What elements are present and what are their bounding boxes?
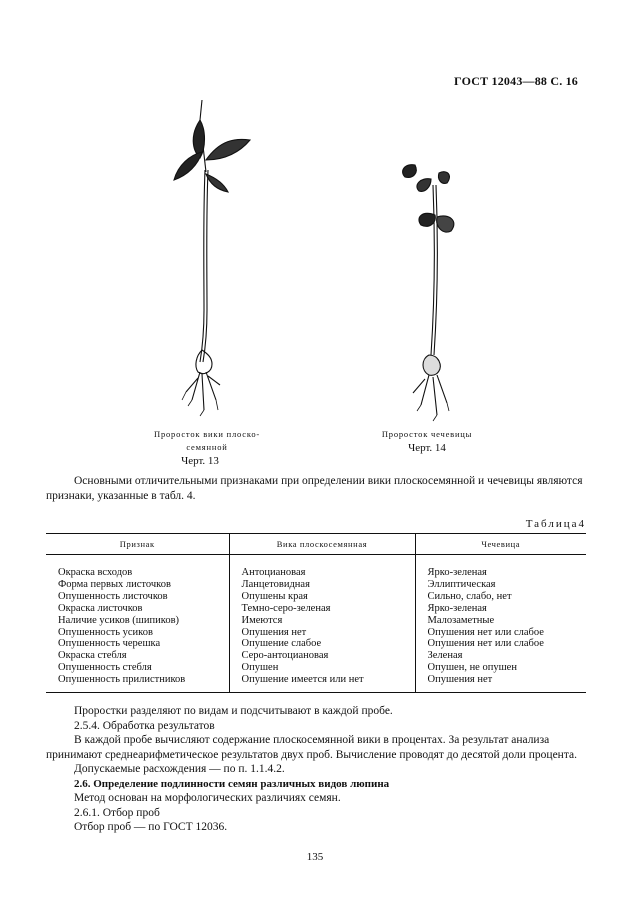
cell-lentil: Ярко-зеленая — [427, 567, 487, 578]
table-row — [46, 603, 586, 615]
body-text — [46, 704, 586, 835]
cell-vetch: Опушение имеется или нет — [229, 674, 415, 692]
cell-vetch: Ланцетовидная — [229, 579, 415, 591]
table-row — [46, 579, 586, 591]
figure-13-label: Черт. 13 — [181, 455, 219, 467]
cell-lentil: Эллиптическая — [427, 578, 496, 590]
figure-14-caption: Проросток чечевицы — [381, 429, 473, 439]
cell-lentil: Зеленая — [427, 650, 463, 662]
cell-lentil: Опушения нет или слабое — [427, 626, 544, 638]
table-row — [46, 615, 586, 627]
cell-lentil: Опушен, не опушен — [427, 662, 517, 674]
cell-lentil: Опушения нет — [427, 674, 493, 686]
table-row — [46, 662, 586, 674]
page-header: ГОСТ 12043—88 С. 16 — [454, 74, 578, 88]
cell-vetch: Серо-антоциановая — [229, 650, 415, 662]
figure-13-caption-line1: Проросток вики плоско- — [154, 429, 260, 439]
lentil-seedling-illustration — [385, 155, 495, 425]
table-row — [46, 567, 586, 579]
table-row — [46, 650, 586, 662]
vetch-seedling-illustration — [140, 100, 270, 425]
cell-feature: Окраска листочков — [58, 602, 143, 614]
header-lentil: Чечевица — [415, 534, 586, 555]
cell-feature: Опушенность стебля — [58, 662, 152, 674]
table-header-row — [46, 534, 586, 555]
cell-vetch: Опушение слабое — [229, 638, 415, 650]
header-feature: Признак — [46, 534, 229, 555]
figure-14-label: Черт. 14 — [408, 442, 446, 454]
cell-feature: Опушенность черешка — [58, 638, 161, 650]
cell-lentil: Опушения нет или слабое — [427, 638, 544, 650]
cell-feature: Окраска стебля — [58, 650, 127, 662]
header-vetch: Вика плоскосемянная — [229, 534, 415, 555]
cell-feature: Форма первых листочков — [58, 578, 171, 590]
cell-vetch: Опушен — [229, 662, 415, 674]
paragraph-calculation: В каждой пробе вычисляют содержание плоскосемянной вики в процентах. За результат анализа принимают среднеарифметическое результатов двух проб. Вычисление проводят до десятой доли процента. — [46, 734, 577, 761]
figure-13-caption-line2: семянной — [186, 442, 228, 452]
cell-vetch: Опушения нет — [229, 627, 415, 639]
paragraph-method: Метод основан на морфологических различиях семян. — [74, 792, 341, 804]
table-row — [46, 674, 586, 692]
features-table — [46, 533, 586, 693]
table-row — [46, 627, 586, 639]
cell-feature: Опушенность прилистников — [58, 674, 186, 686]
cell-lentil: Сильно, слабо, нет — [427, 590, 512, 602]
cell-vetch: Имеются — [229, 615, 415, 627]
cell-feature: Опушенность листочков — [58, 590, 168, 602]
cell-vetch: Темно-серо-зеленая — [229, 603, 415, 615]
paragraph-sampling: Отбор проб — по ГОСТ 12036. — [74, 821, 228, 833]
cell-vetch: Опушены края — [229, 591, 415, 603]
intro-paragraph: Основными отличительными признаками при определении вики плоскосемянной и чечевицы являются признаки, указанные в табл. 4. — [46, 475, 583, 502]
section-2-6-1-heading: 2.6.1. Отбор проб — [74, 806, 160, 819]
section-2-6-heading: 2.6. Определение подлинности семян различных видов люпина — [74, 777, 390, 790]
page-number: 135 — [306, 851, 324, 863]
section-2-5-4-heading: 2.5.4. Обработка результатов — [74, 719, 215, 732]
cell-feature: Наличие усиков (шипиков) — [58, 614, 180, 626]
table-row — [46, 638, 586, 650]
paragraph-tolerance: Допускаемые расхождения — по п. 1.1.4.2. — [74, 763, 285, 775]
table-caption: Таблица4 — [525, 518, 586, 530]
cell-feature: Опушенность усиков — [58, 626, 153, 638]
figure-13-caption — [142, 428, 272, 454]
cell-lentil: Малозаметные — [427, 614, 495, 626]
cell-lentil: Ярко-зеленая — [427, 602, 487, 614]
table-row — [46, 591, 586, 603]
cell-feature: Окраска всходов — [58, 567, 133, 578]
paragraph-sorting: Проростки разделяют по видам и подсчитывают в каждой пробе. — [74, 705, 393, 717]
cell-vetch: Антоциановая — [229, 567, 415, 579]
